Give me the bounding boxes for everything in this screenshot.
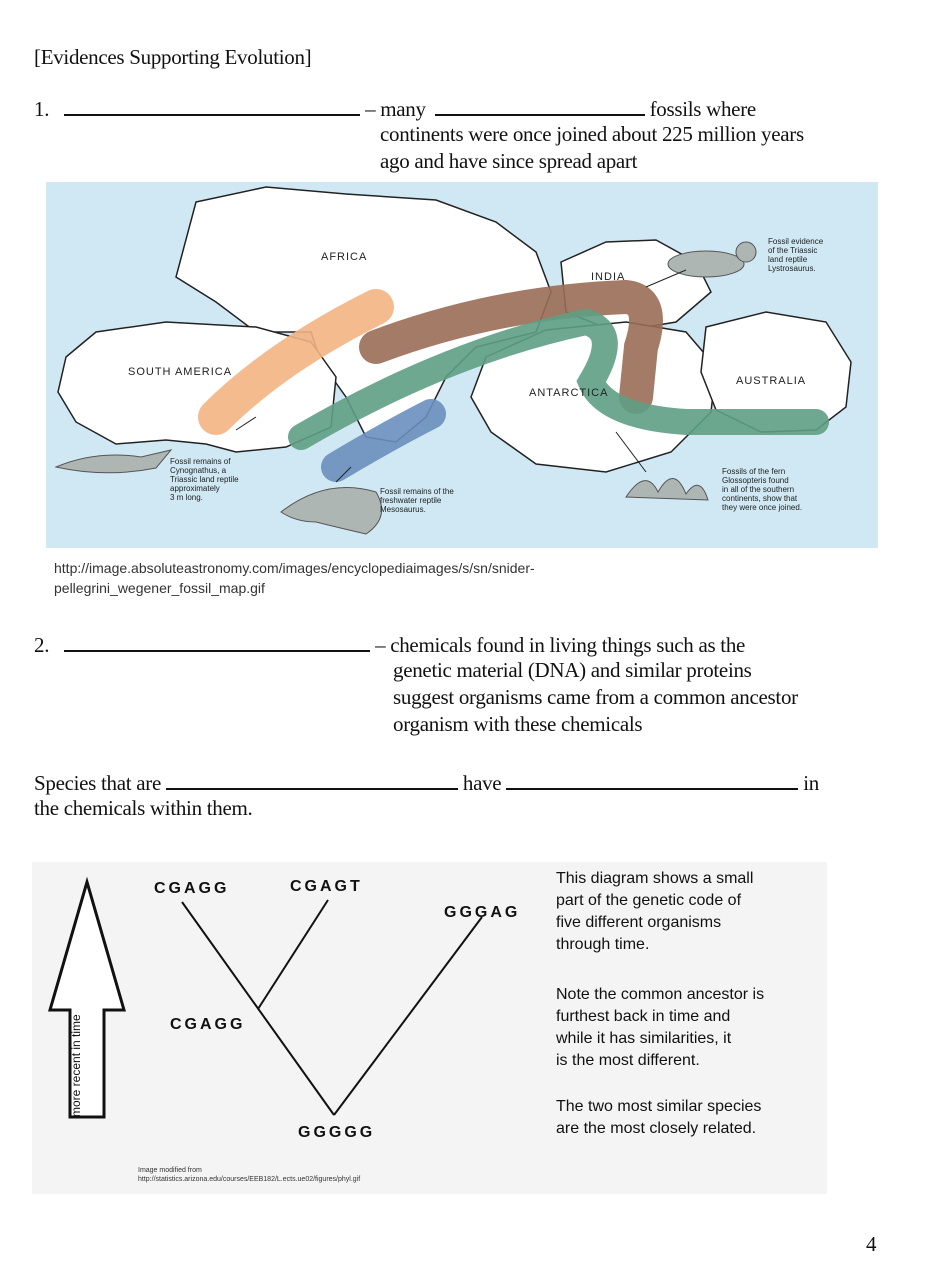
tree-desc1-line: through time. <box>556 936 650 953</box>
item-2-number: 2. <box>34 633 50 657</box>
map-note-cynognathus: approximately <box>170 484 220 493</box>
sequence-top-middle: CGAGT <box>290 878 363 895</box>
map-note-glossopteris: Fossils of the fern <box>722 467 786 476</box>
map-note-glossopteris: continents, show that <box>722 494 798 503</box>
map-note-lystrosaurus: Lystrosaurus. <box>768 264 816 273</box>
item-1-dash: – many <box>365 97 426 121</box>
tree-credit <box>138 1166 360 1184</box>
species-part-3: in <box>803 771 819 795</box>
tree-credit-line-2: http://statistics.arizona.edu/courses/EEB182/L.ects.ue02/figures/phyl.gif <box>138 1176 361 1183</box>
item-1-line-2: continents were once joined about 225 million years <box>380 122 804 146</box>
tree-desc1-line: This diagram shows a small <box>556 870 754 887</box>
map-source-line-1: http://image.absoluteastronomy.com/images/encyclopediaimages/s/sn/snider- <box>54 560 535 576</box>
tree-desc2-line: furthest back in time and <box>556 1008 731 1025</box>
item-2-line-2: genetic material (DNA) and similar proteins <box>393 658 752 682</box>
species-line-2: the chemicals within them. <box>34 796 253 820</box>
tree-desc1-line: five different organisms <box>556 914 722 931</box>
tree-credit-line-1: Image modified from <box>138 1167 202 1174</box>
tree-desc3-line: The two most similar species <box>556 1098 762 1115</box>
sequence-middle: CGAGG <box>170 1016 246 1033</box>
item-1-line-3: ago and have since spread apart <box>380 149 638 173</box>
item-2 <box>34 630 914 659</box>
map-label-south-america: SOUTH AMERICA <box>128 366 233 378</box>
species-blank-2[interactable] <box>506 768 798 790</box>
sequence-bottom: GGGGG <box>298 1124 376 1141</box>
map-note-mesosaurus: freshwater reptile <box>380 496 442 505</box>
tree-description-1 <box>556 868 824 956</box>
item-2-blank[interactable] <box>64 630 370 652</box>
fossil-distribution-map <box>46 182 878 548</box>
map-note-glossopteris: Glossopteris found <box>722 476 789 485</box>
tree-desc2-line: while it has similarities, it <box>556 1030 732 1047</box>
map-note-mesosaurus: Fossil remains of the <box>380 487 454 496</box>
map-label-india: INDIA <box>591 271 626 283</box>
map-note-glossopteris: they were once joined. <box>722 503 803 512</box>
time-arrow-label <box>69 1081 179 1117</box>
map-note-cynognathus: Cynognathus, a <box>170 466 227 475</box>
map-source <box>54 558 535 598</box>
item-2-line-3: suggest organisms came from a common ancestor <box>393 685 798 709</box>
item-1-blank-1[interactable] <box>64 94 360 116</box>
map-note-cynognathus: Fossil remains of <box>170 457 231 466</box>
species-sentence <box>34 768 924 797</box>
map-label-australia: AUSTRALIA <box>736 375 807 387</box>
tree-description-2 <box>556 984 824 1072</box>
tree-desc2-line: Note the common ancestor is <box>556 986 765 1003</box>
species-part-2: have <box>462 771 502 795</box>
map-note-lystrosaurus: of the Triassic <box>768 246 818 255</box>
tree-desc1-line: part of the genetic code of <box>556 892 742 909</box>
species-part-1: Species that are <box>34 771 161 795</box>
map-note-cynognathus: Triassic land reptile <box>170 475 239 484</box>
map-note-lystrosaurus: land reptile <box>768 255 808 264</box>
species-blank-1[interactable] <box>166 768 458 790</box>
page-title: [Evidences Supporting Evolution] <box>34 45 312 69</box>
sequence-top-right: GGGAG <box>444 904 521 921</box>
map-note-cynognathus: 3 m long. <box>170 493 203 502</box>
map-source-line-2: pellegrini_wegener_fossil_map.gif <box>54 580 265 596</box>
map-note-mesosaurus: Mesosaurus. <box>380 505 426 514</box>
map-note-glossopteris: in all of the southern <box>722 485 795 494</box>
sequence-top-left: CGAGG <box>154 880 230 897</box>
tree-desc3-line: are the most closely related. <box>556 1120 757 1137</box>
tree-description-3 <box>556 1096 824 1140</box>
item-2-line-1: – chemicals found in living things such as the <box>375 633 746 657</box>
map-note-lystrosaurus: Fossil evidence <box>768 237 824 246</box>
item-1-blank-2[interactable] <box>435 94 645 116</box>
item-1 <box>34 94 914 123</box>
phylogenetic-tree-figure <box>32 862 827 1194</box>
page-number: 4 <box>866 1232 877 1256</box>
map-label-antarctica: ANTARCTICA <box>529 387 609 399</box>
item-1-after-blank: fossils where <box>649 97 756 121</box>
item-1-number: 1. <box>34 97 50 121</box>
tree-desc2-line: is the most different. <box>556 1052 700 1069</box>
map-label-africa: AFRICA <box>321 251 368 263</box>
item-2-line-4: organism with these chemicals <box>393 712 643 736</box>
